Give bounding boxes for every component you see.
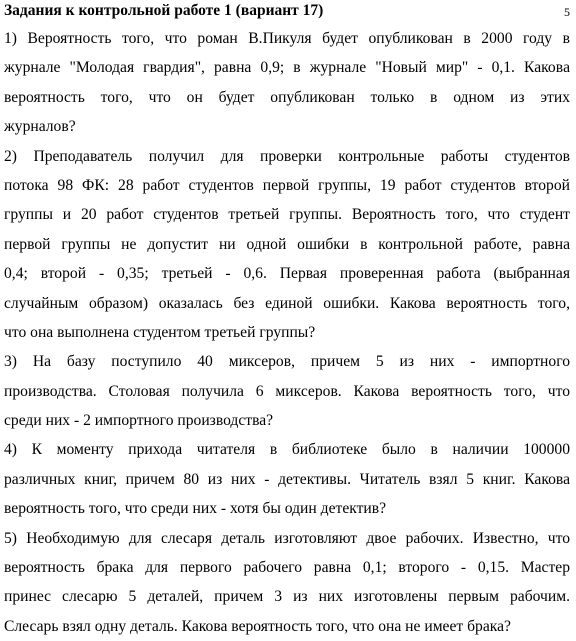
- text-line: 4) К моменту прихода читателя в библиотеке было в наличии 100000: [4, 441, 570, 459]
- text-line: 1) Вероятность того, что роман В.Пикуля будет опубликован в 2000 году в: [4, 30, 570, 47]
- text-line: потока 98 ФК: 28 работ студентов первой группы, 19 работ студентов второй: [4, 176, 570, 194]
- text-line: первой группы не допустит ни одной ошибки в контрольной работе, равна: [4, 235, 570, 253]
- text-line: среди них - 2 импортного производства?: [4, 412, 274, 430]
- text-line: производства. Столовая получила 6 миксеров. Какова вероятность того, что: [4, 382, 570, 400]
- text-line: 2) Преподаватель получил для проверки контрольные работы студентов: [4, 147, 570, 165]
- text-line: случайным образом) оказалась без единой ошибки. Какова вероятность того,: [4, 294, 570, 312]
- text-line: вероятность того, что он будет опубликован только в одном из этих: [4, 88, 570, 106]
- text-line: Слесарь взял одну деталь. Какова вероятность того, что она не имеет брака?: [4, 617, 511, 635]
- document-title: Задания к контрольной работе 1 (вариант 17): [4, 2, 324, 19]
- text-line: 0,4; второй - 0,35; третьей - 0,6. Первая проверенная работа (выбранная: [4, 265, 570, 283]
- text-line: что она выполнена студентом третьей группы?: [4, 323, 316, 341]
- text-line: журналов?: [4, 118, 76, 136]
- text-line: вероятность того, что среди них - хотя бы один детектив?: [4, 500, 387, 518]
- page-number: 5: [564, 5, 570, 19]
- text-line: журнале "Молодая гвардия", равна 0,9; в журнале "Новый мир" - 0,1. Каковa: [4, 59, 570, 77]
- text-line: вероятность брака для первого рабочего равна 0,1; второго - 0,15. Мастер: [4, 559, 570, 577]
- text-line: различных книг, причем 80 из них - детективы. Читатель взял 5 книг. Какова: [4, 470, 570, 488]
- text-line: 3) На базу поступило 40 миксеров, причем 5 из них - импортного: [4, 353, 570, 371]
- text-line: группы и 20 работ студентов третьей группы. Вероятность того, что студент: [4, 206, 570, 224]
- text-line: принес слесарю 5 деталей, причем 3 из них изготовлены первым рабочим.: [4, 588, 570, 606]
- text-line: 5) Необходимую для слесаря деталь изготовляют двое рабочих. Известно, что: [4, 529, 570, 547]
- document-body: [4, 24, 570, 641]
